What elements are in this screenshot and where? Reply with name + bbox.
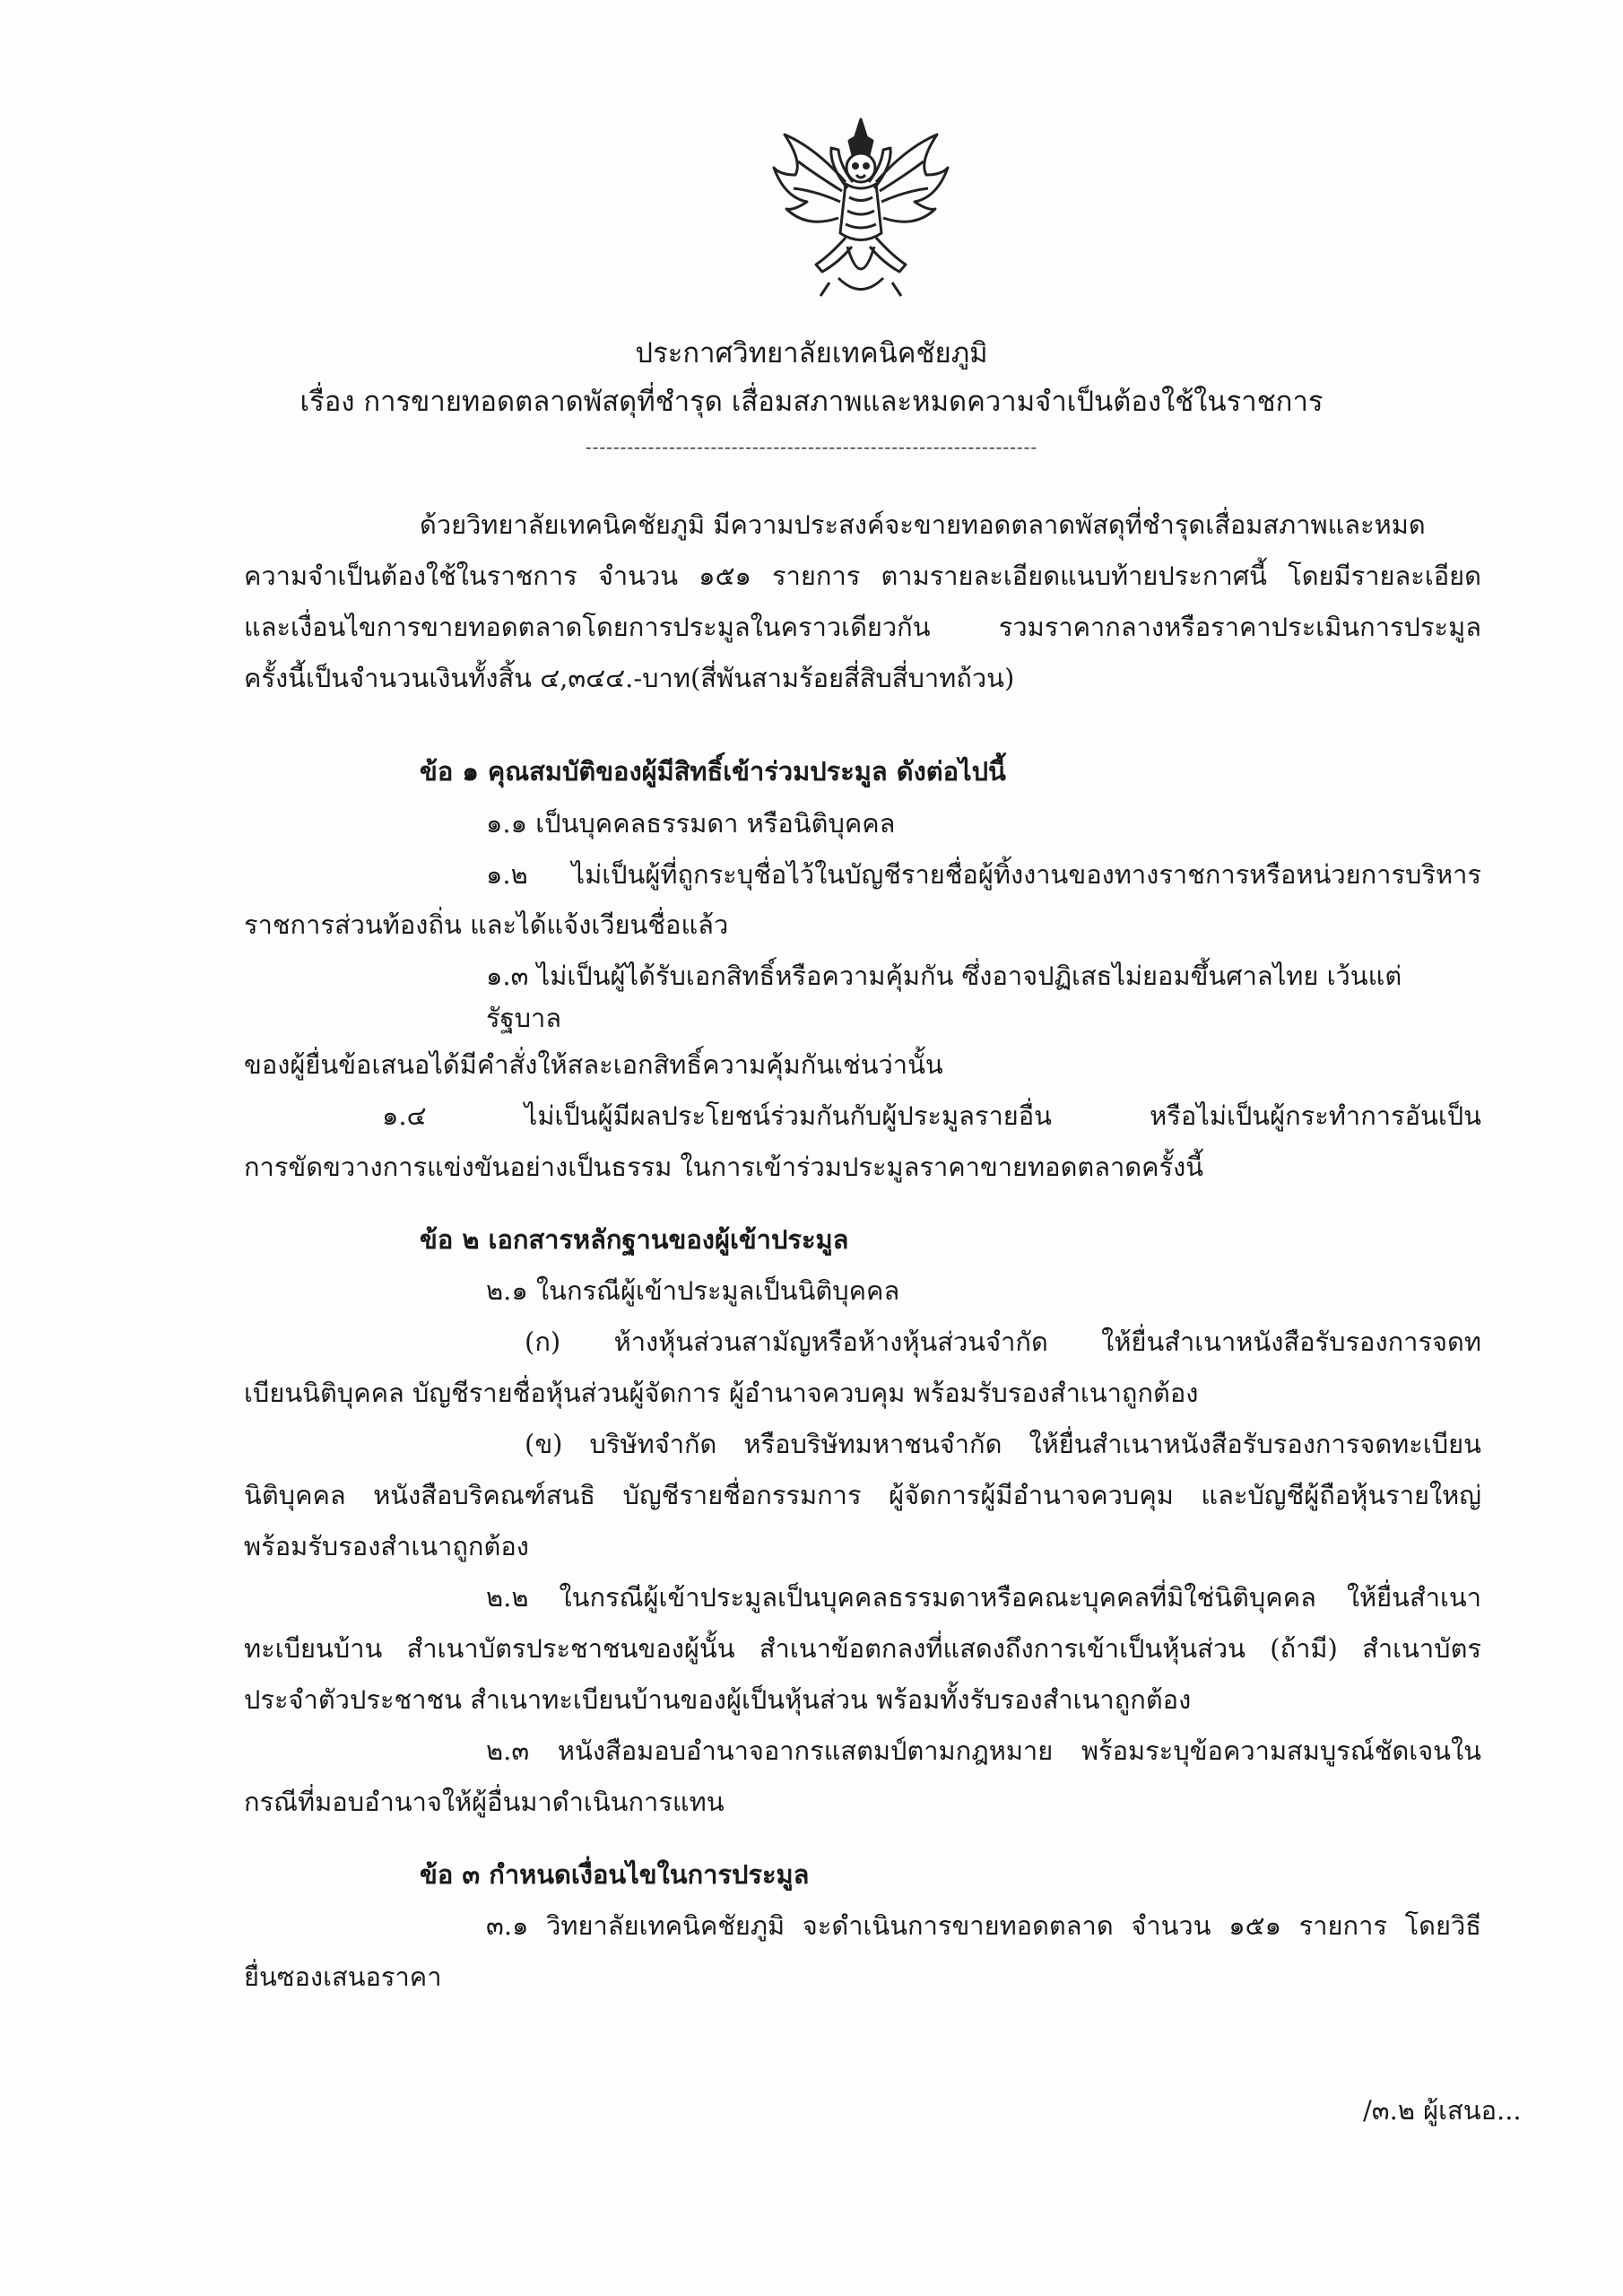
intro-line: ครั้งนี้เป็นจำนวนเงินทั้งสิ้น ๔,๓๔๔.-บาท(สี่พันสามร้อยสี่สิบสี่บาทถ้วน) [244,663,1015,693]
garuda-emblem-icon [767,112,955,305]
section-2-line: (ก) ห้างหุ้นส่วนสามัญหรือห้างหุ้นส่วนจำกัด ให้ยื่นสำเนาหนังสือรับรองการจดท [525,1326,1481,1357]
section-2-line: ประจำตัวประชาชน สำเนาทะเบียนบ้านของผู้เป็นหุ้นส่วน พร้อมทั้งรับรองสำเนาถูกต้อง [244,1684,1192,1715]
section-3-line: ๓.๑ วิทยาลัยเทคนิคชัยภูมิ จะดำเนินการขายทอดตลาด จำนวน ๑๕๑ รายการ โดยวิธี [486,1910,1481,1941]
section-1-line: ราชการส่วนท้องถิ่น และได้แจ้งเวียนชื่อแล้ว [244,909,729,940]
section-2-line: เบียนนิติบุคคล บัญชีรายชื่อหุ้นส่วนผู้จัดการ ผู้อำนาจควบคุม พร้อมรับรองสำเนาถูกต้อง [244,1378,1199,1408]
section-3-heading: ข้อ ๓ กำหนดเงื่อนไขในการประมูล [420,1859,810,1890]
intro-line: และเงื่อนไขการขายทอดตลาดโดยการประมูลในคราวเดียวกัน รวมราคากลางหรือราคาประเมินการประมูล [244,612,1481,642]
announcement-title: ประกาศวิทยาลัยเทคนิคชัยภูมิ [635,337,988,370]
section-1-heading: ข้อ ๑ คุณสมบัติของผู้มีสิทธิ์เข้าร่วมประมูล ดังต่อไปนี้ [420,756,1006,787]
section-2-line: ๒.๓ หนังสือมอบอำนาจอากรแสตมป์ตามกฎหมาย พร้อมระบุข้อความสมบูรณ์ชัดเจนใน [486,1735,1481,1766]
section-1-line: ๑.๑ เป็นบุคคลธรรมดา หรือนิติบุคคล [486,808,896,839]
announcement-subject: เรื่อง การขายทอดตลาดพัสดุที่ชำรุด เสื่อมสภาพและหมดความจำเป็นต้องใช้ในราชการ [299,386,1324,418]
section-1-line: ของผู้ยื่นข้อเสนอได้มีคำสั่งให้สละเอกสิทธิ์ความคุ้มกันเช่นว่านั้น [244,1049,943,1080]
section-2-line: นิติบุคคล หนังสือบริคณฑ์สนธิ บัญชีรายชื่อกรรมการ ผู้จัดการผู้มีอำนาจควบคุม และบัญชีผู้ถือหุ้นรายใหญ่ [244,1480,1481,1510]
section-2-line: พร้อมรับรองสำเนาถูกต้อง [244,1531,529,1561]
section-1-line: ๑.๓ ไม่เป็นผู้ได้รับเอกสิทธิ์หรือความคุ้มกัน ซึ่งอาจปฏิเสธไม่ยอมขึ้นศาลไทย เว้นแต่ [486,961,1402,991]
page-continuation: /๓.๒ ผู้เสนอ... [1363,2095,1522,2126]
section-2-line: ทะเบียนบ้าน สำเนาบัตรประชาชนของผู้นั้น สำเนาข้อตกลงที่แสดงถึงการเข้าเป็นหุ้นส่วน (ถ้ามี) สำเนาบัตร [244,1633,1481,1664]
section-2-line: ๒.๑ ในกรณีผู้เข้าประมูลเป็นนิติบุคคล [486,1275,900,1306]
section-3-line: ยื่นซองเสนอราคา [244,1961,442,1992]
intro-line: ด้วยวิทยาลัยเทคนิคชัยภูมิ มีความประสงค์จะขายทอดตลาดพัสดุที่ชำรุดเสื่อมสภาพและหมด [420,509,1426,540]
section-2-line: (ข) บริษัทจำกัด หรือบริษัทมหาชนจำกัด ให้ยื่นสำเนาหนังสือรับรองการจดทะเบียน [525,1429,1481,1459]
section-1-line: ๑.๔ ไม่เป็นผู้มีผลประโยชน์ร่วมกันกับผู้ประมูลรายอื่น หรือไม่เป็นผู้กระทำการอันเป็น [382,1100,1481,1131]
section-1-line: รัฐบาล [486,1003,562,1033]
section-1-line: การขัดขวางการแข่งขันอย่างเป็นธรรม ในการเข้าร่วมประมูลราคาขายทอดตลาดครั้งนี้ [244,1152,1204,1182]
section-2-line: ๒.๒ ในกรณีผู้เข้าประมูลเป็นบุคคลธรรมดาหรือคณะบุคคลที่มิใช่นิติบุคคล ให้ยื่นสำเนา [486,1582,1481,1613]
section-2-heading: ข้อ ๒ เอกสารหลักฐานของผู้เข้าประมูล [420,1224,849,1255]
section-2-line: กรณีที่มอบอำนาจให้ผู้อื่นมาดำเนินการแทน [244,1787,725,1817]
intro-line: ความจำเป็นต้องใช้ในราชการ จำนวน ๑๕๑ รายการ ตามรายละเอียดแนบท้ายประกาศนี้ โดยมีรายละเอียด [244,561,1481,591]
section-1-line: ๑.๒ ไม่เป็นผู้ที่ถูกระบุชื่อไว้ในบัญชีรายชื่อผู้ทิ้งงานของทางราชการหรือหน่วยการบริหาร [486,859,1481,890]
title-divider: ----------------------------------------------------------------- [585,436,1038,457]
